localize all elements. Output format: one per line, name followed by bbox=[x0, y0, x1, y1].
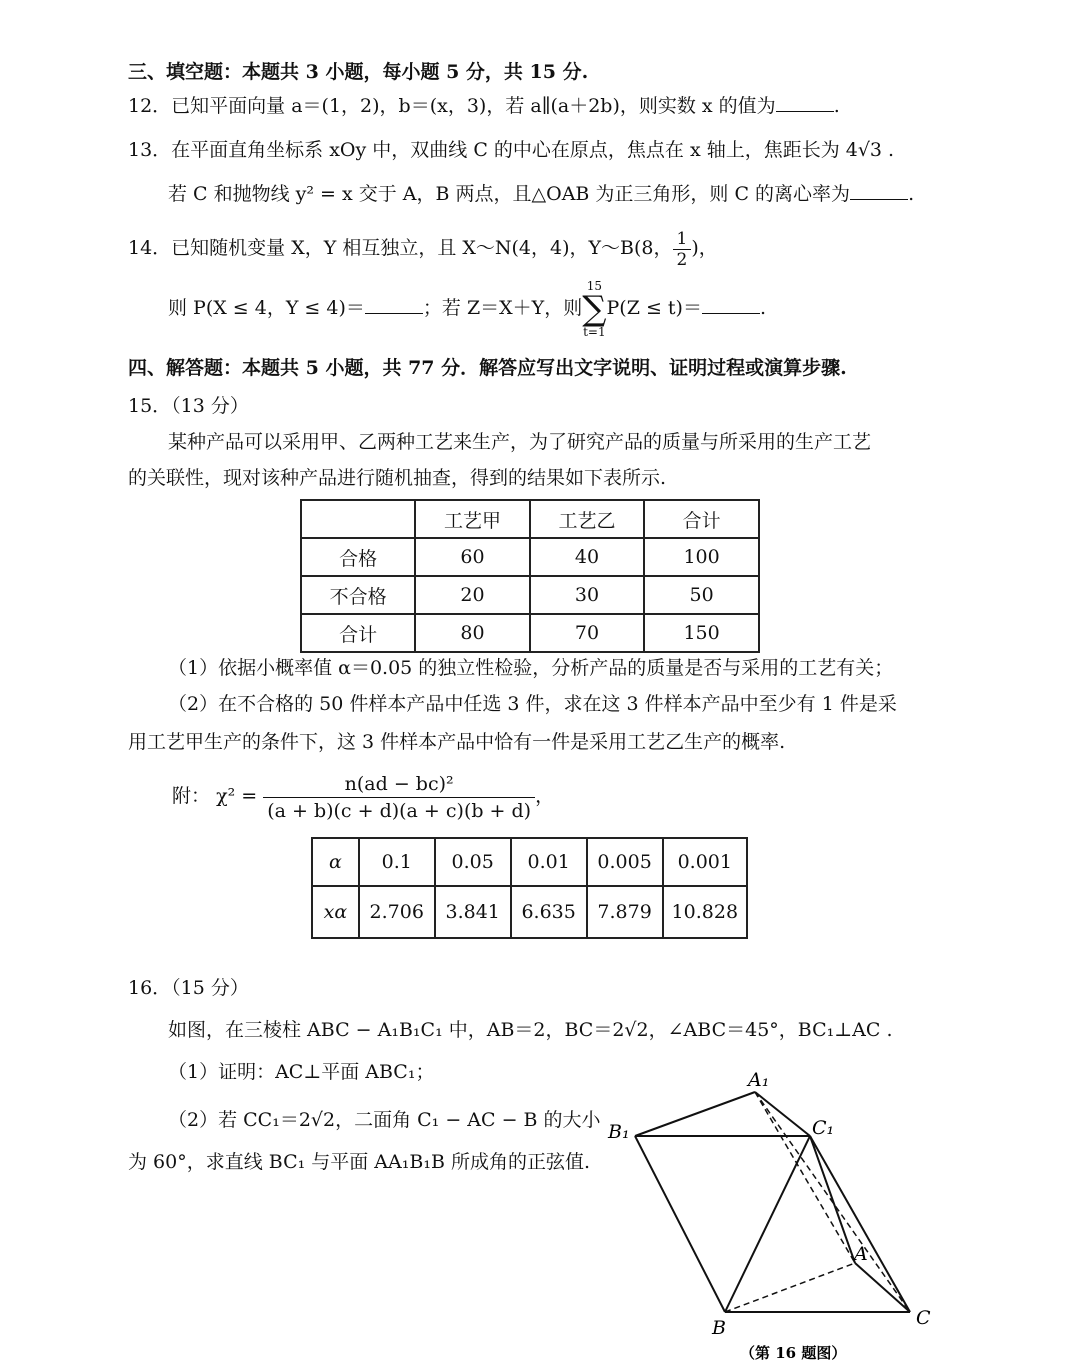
table-cell: 0.1 bbox=[359, 838, 435, 886]
appendix-label: 附： bbox=[172, 785, 211, 807]
q13-line2-text: 若 C 和抛物线 y² = x 交于 A，B 两点，且△OAB 为正三角形，则 C 的离心率为 bbox=[168, 183, 851, 205]
chi-numerator: n(ad − bc)² bbox=[263, 771, 535, 798]
table-cell: 60 bbox=[415, 538, 529, 576]
q12-end: . bbox=[833, 95, 840, 117]
table-cell: 工艺甲 bbox=[415, 500, 529, 538]
table-cell: 2.706 bbox=[359, 886, 435, 938]
q15-part2-line2: 用工艺甲生产的条件下，这 3 件样本产品中恰有一件是采用工艺乙生产的概率. bbox=[128, 731, 786, 753]
q15-part1: （1）依据小概率值 α＝0.05 的独立性检验，分析产品的质量是否与采用的工艺有关； bbox=[168, 657, 894, 679]
q14-fraction bbox=[673, 229, 692, 270]
q14-end: . bbox=[759, 297, 766, 319]
table-cell: 0.005 bbox=[587, 838, 663, 886]
table-cell: 40 bbox=[530, 538, 644, 576]
table-cell: xα bbox=[312, 886, 359, 938]
q16-part2-line1: （2）若 CC₁＝2√2，二面角 C₁ − AC − B 的大小 bbox=[168, 1109, 601, 1131]
table-row bbox=[301, 576, 759, 614]
edge-b-c1 bbox=[725, 1136, 810, 1312]
table-cell: 10.828 bbox=[663, 886, 747, 938]
question-14-line1 bbox=[128, 226, 718, 270]
q14-frac-den: 2 bbox=[676, 249, 688, 270]
edge-c1-c bbox=[810, 1136, 910, 1312]
q14-line2-b: ；若 Z＝X＋Y，则 bbox=[422, 297, 583, 319]
table-row bbox=[301, 614, 759, 652]
table-cell: 0.05 bbox=[435, 838, 511, 886]
chi-end: ， bbox=[535, 785, 555, 807]
q14-line1-pre: 14．已知随机变量 X，Y 相互独立，且 X～N(4，4)，Y～B(8， bbox=[128, 237, 673, 259]
table-cell: α bbox=[312, 838, 359, 886]
q15-chi-formula bbox=[172, 768, 554, 824]
q14-line2-c: P(Z ≤ t)＝ bbox=[606, 297, 702, 319]
label-b1: B₁ bbox=[608, 1121, 630, 1143]
q14-blank-2 bbox=[702, 295, 760, 314]
q16-title: 16．（15 分） bbox=[128, 977, 249, 999]
section3-heading: 三、填空题：本题共 3 小题，每小题 5 分，共 15 分. bbox=[128, 61, 589, 83]
sigma-symbol: 15 ∑ t=1 bbox=[582, 279, 607, 339]
edge-b1-b bbox=[635, 1136, 725, 1312]
table-header-row bbox=[301, 500, 759, 538]
table-cell: 6.635 bbox=[511, 886, 587, 938]
q15-contingency-table bbox=[300, 499, 760, 653]
label-c1: C₁ bbox=[812, 1117, 835, 1139]
q13-blank bbox=[850, 181, 908, 200]
edge-a-c bbox=[855, 1263, 910, 1312]
q15-intro-line1: 某种产品可以采用甲、乙两种工艺来生产，为了研究产品的质量与所采用的生产工艺 bbox=[168, 431, 872, 453]
table-row bbox=[301, 538, 759, 576]
table-cell: 合格 bbox=[301, 538, 415, 576]
q13-end: . bbox=[908, 183, 915, 205]
label-a1: A₁ bbox=[748, 1069, 770, 1091]
q12-blank bbox=[776, 93, 834, 112]
q15-title: 15．（13 分） bbox=[128, 395, 249, 417]
table-row bbox=[312, 838, 747, 886]
question-12 bbox=[128, 92, 840, 120]
table-cell: 70 bbox=[530, 614, 644, 652]
edge-b1-a1 bbox=[635, 1092, 755, 1136]
table-row bbox=[312, 886, 747, 938]
table-cell: 0.001 bbox=[663, 838, 747, 886]
chi-denominator: (a + b)(c + d)(a + c)(b + d) bbox=[267, 799, 532, 822]
edge-c1-a bbox=[810, 1136, 855, 1263]
table-cell bbox=[301, 500, 415, 538]
table-cell: 合计 bbox=[301, 614, 415, 652]
table-cell: 工艺乙 bbox=[530, 500, 644, 538]
table-cell: 不合格 bbox=[301, 576, 415, 614]
table-cell: 20 bbox=[415, 576, 529, 614]
edge-a1-c1 bbox=[755, 1092, 810, 1136]
question-13-line2 bbox=[168, 180, 914, 208]
question-14-line2 bbox=[168, 280, 766, 338]
q14-line2-a: 则 P(X ≤ 4，Y ≤ 4)＝ bbox=[168, 297, 365, 319]
prism-figure bbox=[600, 1060, 960, 1360]
table-cell: 0.01 bbox=[511, 838, 587, 886]
chi-fraction bbox=[263, 771, 535, 824]
label-a: A bbox=[854, 1243, 868, 1265]
alpha-critical-table bbox=[311, 837, 748, 939]
sigma-bottom: t=1 bbox=[583, 325, 606, 339]
q12-text: 12．已知平面向量 a＝(1，2)，b＝(x，3)，若 a∥(a＋2b)，则实数 x 的值为 bbox=[128, 95, 776, 117]
table-cell: 合计 bbox=[644, 500, 759, 538]
chi-lhs: χ² = bbox=[216, 785, 258, 807]
prism-diagram bbox=[600, 1060, 960, 1360]
q13-line1: 13．在平面直角坐标系 xOy 中，双曲线 C 的中心在原点，焦点在 x 轴上，焦距长为 4√3 . bbox=[128, 139, 895, 161]
table-cell: 50 bbox=[644, 576, 759, 614]
section4-heading: 四、解答题：本题共 5 小题，共 77 分．解答应写出文字说明、证明过程或演算步骤. bbox=[128, 357, 847, 379]
figure-caption: （第 16 题图） bbox=[740, 1344, 847, 1360]
table-cell: 150 bbox=[644, 614, 759, 652]
table-cell: 100 bbox=[644, 538, 759, 576]
q14-frac-num: 1 bbox=[673, 229, 692, 250]
q16-part1: （1）证明：AC⊥平面 ABC₁； bbox=[168, 1061, 435, 1083]
table-cell: 30 bbox=[530, 576, 644, 614]
q15-part2-line1: （2）在不合格的 50 件样本产品中任选 3 件，求在这 3 件样本产品中至少有 1 件是采 bbox=[168, 693, 897, 715]
table-cell: 80 bbox=[415, 614, 529, 652]
table-cell: 7.879 bbox=[587, 886, 663, 938]
q15-intro-line2: 的关联性，现对该种产品进行随机抽查，得到的结果如下表所示. bbox=[128, 467, 667, 489]
q14-blank-1 bbox=[365, 295, 423, 314]
q16-part2-line2: 为 60°，求直线 BC₁ 与平面 AA₁B₁B 所成角的正弦值. bbox=[128, 1151, 590, 1173]
q16-line1: 如图，在三棱柱 ABC − A₁B₁C₁ 中，AB＝2，BC＝2√2，∠ABC＝45°，BC₁⊥AC . bbox=[168, 1019, 893, 1041]
sigma-top: 15 bbox=[586, 279, 602, 293]
table-cell: 3.841 bbox=[435, 886, 511, 938]
label-c: C bbox=[916, 1307, 931, 1329]
edge-a1-a bbox=[755, 1092, 855, 1263]
q14-line1-post: )， bbox=[691, 237, 718, 259]
label-b: B bbox=[712, 1317, 726, 1339]
